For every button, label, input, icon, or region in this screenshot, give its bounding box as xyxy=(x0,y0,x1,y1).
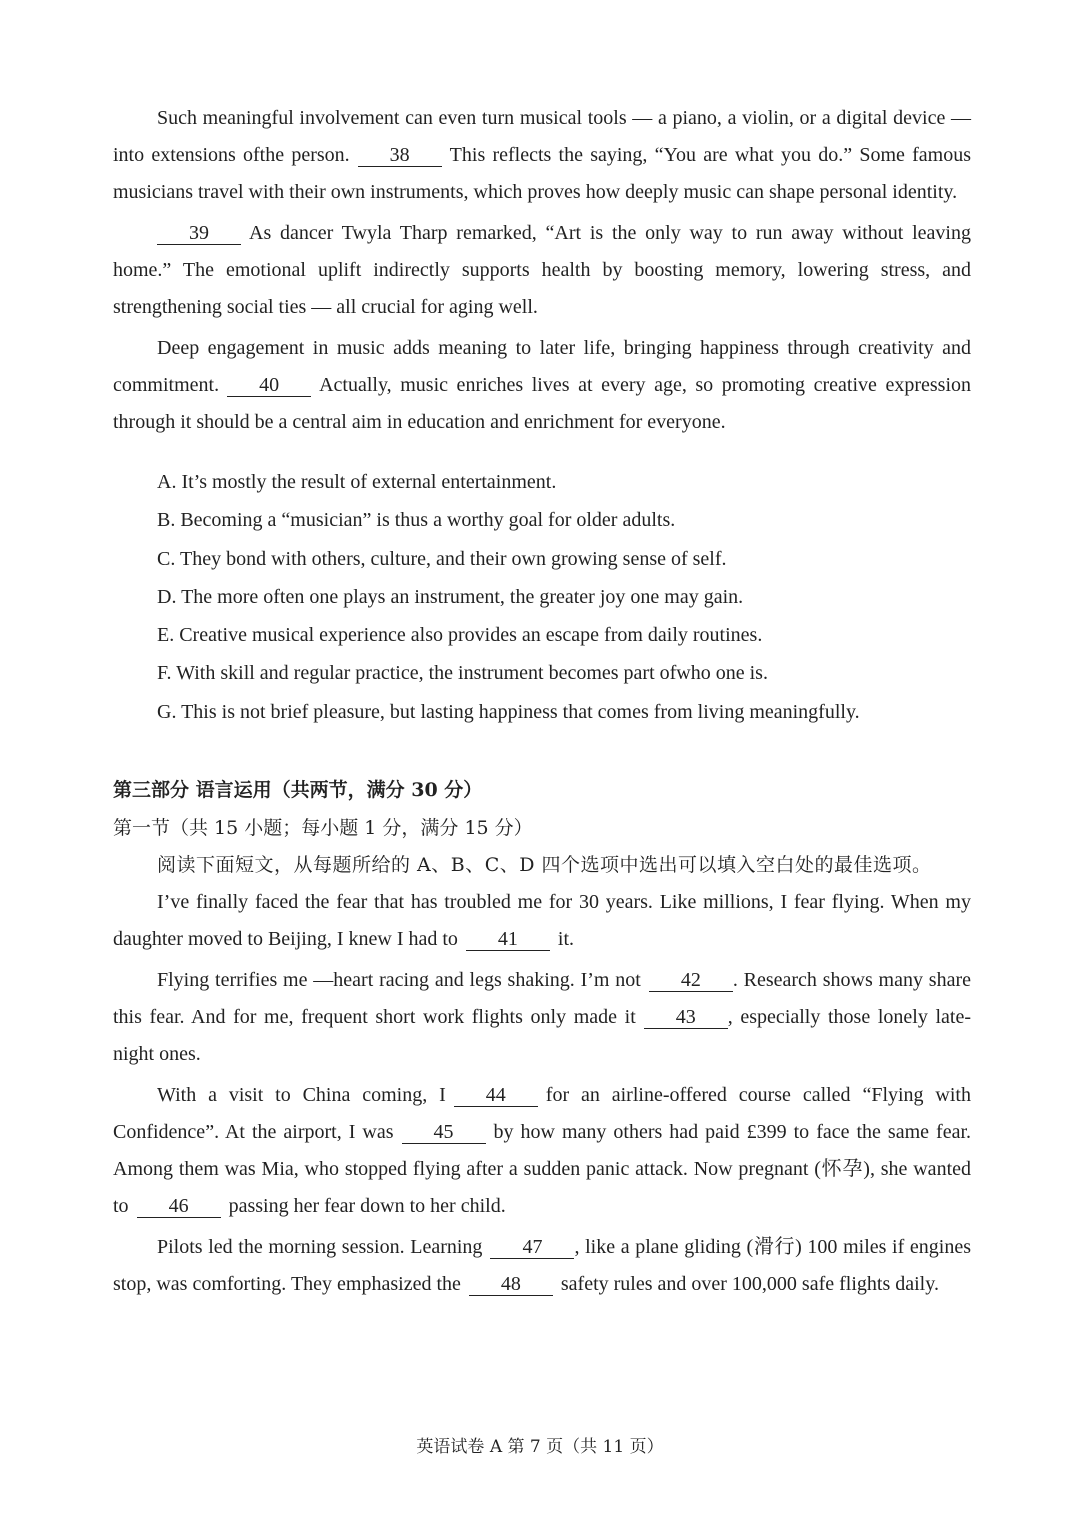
text: Flying terrifies me —heart racing and legs shaking. I’m not xyxy=(157,969,641,992)
text: I’ve finally faced the fear that has troubled me for 30 years. Like millions, I fear flying. When my daughter moved to Beijing, I knew I had to xyxy=(113,891,971,951)
option-e: E. Creative musical experience also provides an escape from daily routines. xyxy=(157,624,763,647)
text: With a visit to China coming, I xyxy=(157,1084,446,1107)
text: As dancer Twyla Tharp remarked, “Art is the only way to run away without leaving home.” The emotional uplift indirectly supports health by boosting memory, lowering stress, and strengthening social ties — all crucial for aging well. xyxy=(113,222,971,318)
text: by how many others had paid £399 to face the same fear. Among them was Mia, who stopped flying after a sudden panic attack. Now pregnant (怀孕), she wanted to xyxy=(113,1121,972,1218)
section-heading: 第三部分 语言运用（共两节，满分 30 分） xyxy=(113,779,483,802)
option-a: A. It’s mostly the result of external entertainment. xyxy=(157,471,557,493)
option-g: G. This is not brief pleasure, but lasting happiness that comes from living meaningfully. xyxy=(157,700,860,723)
blank-41: 41 xyxy=(466,928,550,951)
text: it. xyxy=(557,928,575,951)
passage-paragraph xyxy=(113,330,971,441)
text: , especially those lonely late-night ones. xyxy=(113,1006,971,1066)
page-footer: 英语试卷 A 第 7 页（共 11 页） xyxy=(416,1437,664,1457)
blank-47: 47 xyxy=(490,1236,574,1259)
blank-46: 46 xyxy=(137,1195,221,1218)
blank-43: 43 xyxy=(644,1006,728,1029)
text: safety rules and over 100,000 safe flights daily. xyxy=(560,1273,939,1296)
blank-38: 38 xyxy=(358,144,442,167)
blank-42: 42 xyxy=(649,969,733,992)
sub-heading: 第一节（共 15 小题；每小题 1 分，满分 15 分） xyxy=(113,817,533,840)
options-list xyxy=(157,463,971,731)
exam-page xyxy=(113,100,971,1303)
blank-39: 39 xyxy=(157,222,241,245)
option-d: D. The more often one plays an instrument, the greater joy one may gain. xyxy=(157,585,744,608)
text: Deep engagement in music adds meaning to later life, bringing happiness through creativity and commitment. xyxy=(113,337,971,396)
option-b: B. Becoming a “musician” is thus a worthy goal for older adults. xyxy=(157,509,676,532)
passage-paragraph xyxy=(113,100,971,211)
blank-40: 40 xyxy=(227,374,311,397)
passage-paragraph xyxy=(113,884,971,958)
passage-paragraph xyxy=(113,215,971,326)
passage-paragraph xyxy=(113,962,971,1073)
blank-45: 45 xyxy=(402,1121,486,1144)
text: Pilots led the morning session. Learning xyxy=(157,1236,483,1259)
option-f: F. With skill and regular practice, the instrument becomes part ofwho one is. xyxy=(157,662,768,685)
blank-48: 48 xyxy=(469,1273,553,1296)
passage-paragraph xyxy=(113,1077,971,1225)
text: Actually, music enriches lives at every age, so promoting creative expression through it should be a central aim in education and enrichment for everyone. xyxy=(113,374,971,433)
blank-44: 44 xyxy=(454,1084,538,1107)
text: , like a plane gliding (滑行) 100 miles if engines stop, was comforting. They emphasized the xyxy=(113,1236,972,1296)
option-c: C. They bond with others, culture, and their own growing sense of self. xyxy=(157,547,727,570)
text: for an airline-offered course called “Flying with Confidence”. At the airport, I was xyxy=(113,1084,971,1144)
text: Such meaningful involvement can even turn musical tools — a piano, a violin, or a digital device — into extensions ofthe person. xyxy=(113,107,971,166)
text: passing her fear down to her child. xyxy=(228,1195,506,1218)
passage-paragraph xyxy=(113,1229,971,1303)
instruction: 阅读下面短文，从每题所给的 A、B、C、D 四个选项中选出可以填入空白处的最佳选项。 xyxy=(157,854,932,877)
text: This reflects the saying, “You are what you do.” Some famous musicians travel with their own instruments, which proves how deeply music can shape personal identity. xyxy=(113,144,971,203)
text: . Research shows many share this fear. And for me, frequent short work flights only made it xyxy=(113,969,971,1029)
